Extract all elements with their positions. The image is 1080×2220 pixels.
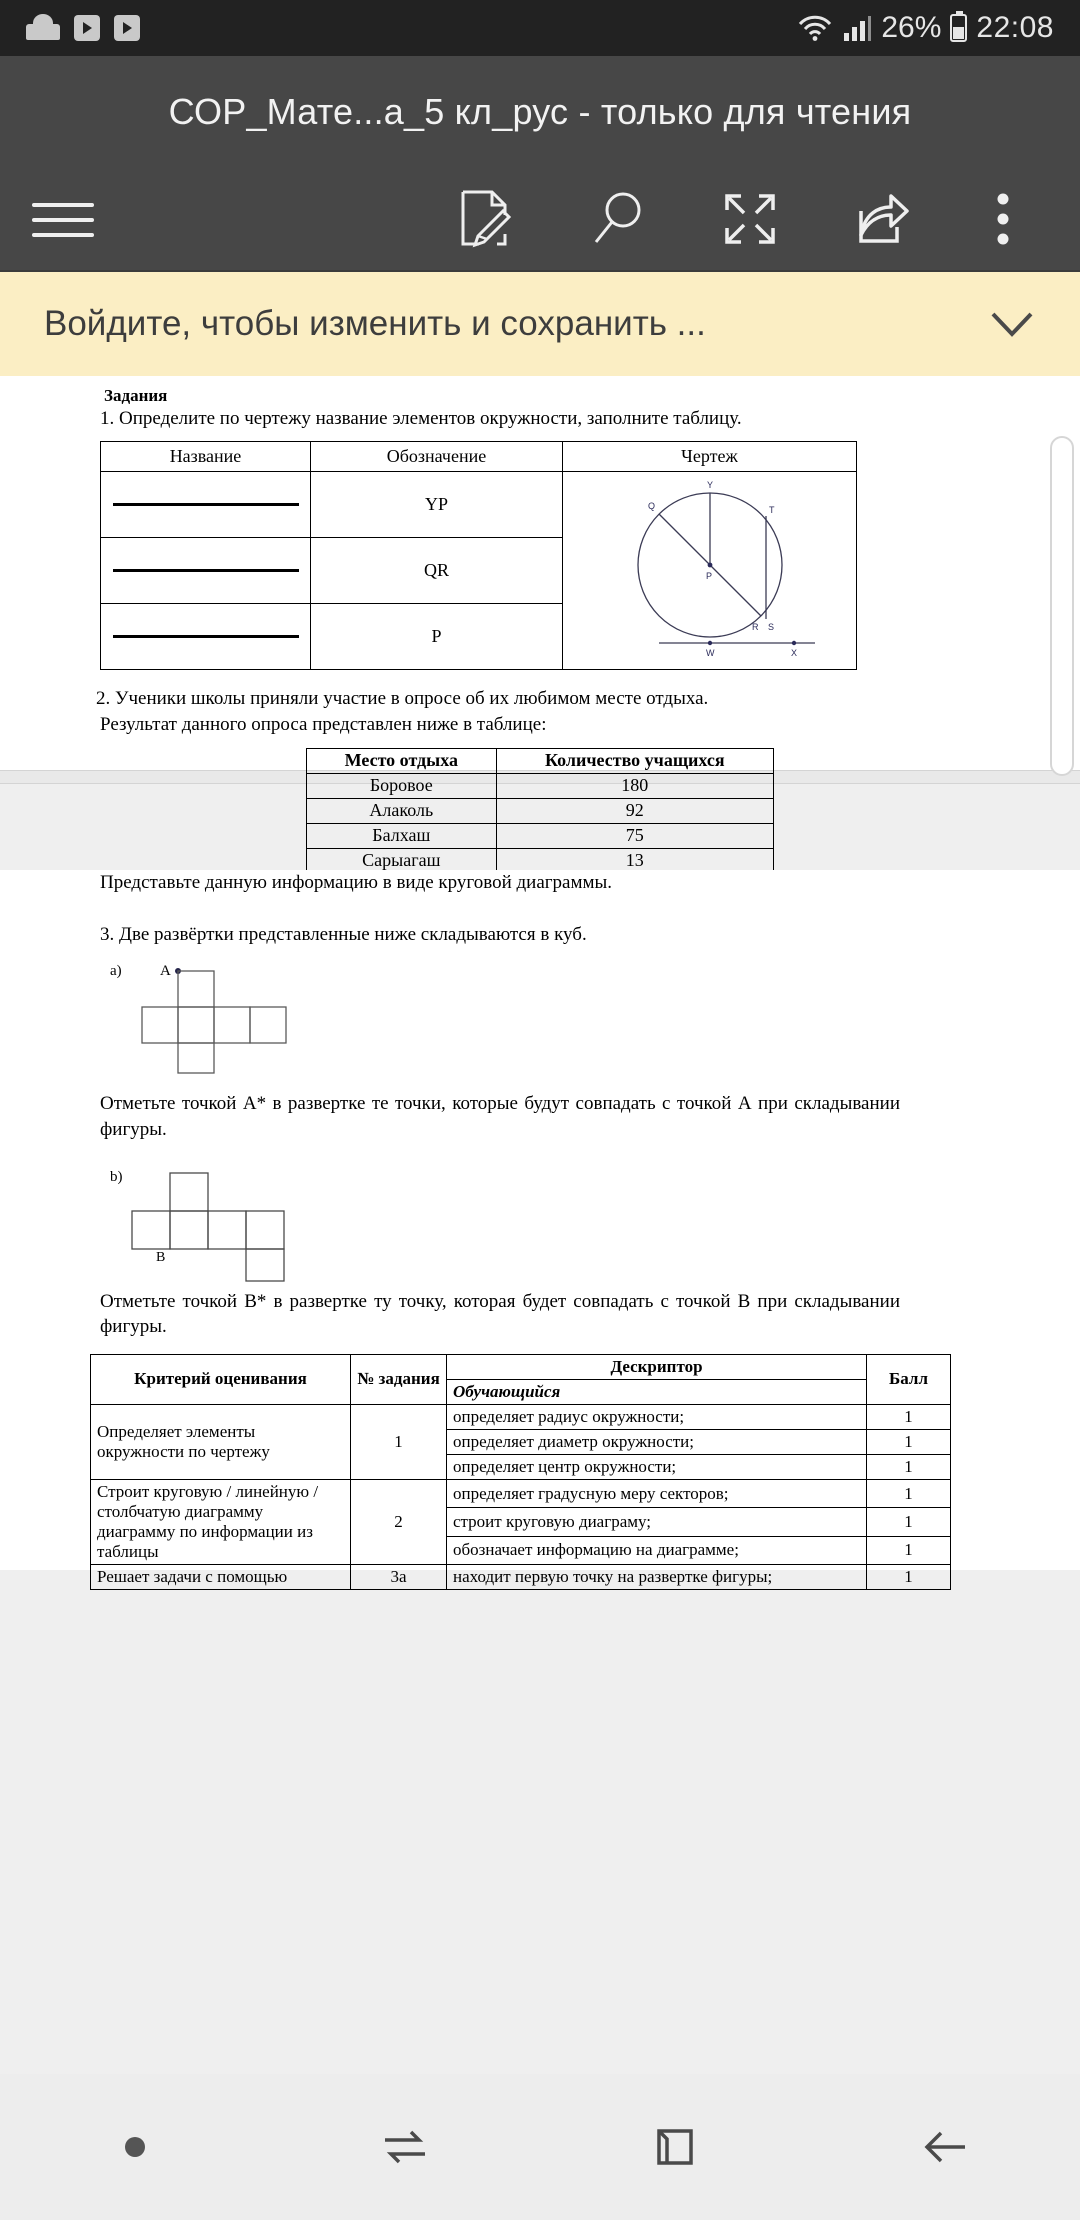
- col-header-notation: Обозначение: [311, 442, 563, 472]
- count-cell: 180: [496, 773, 773, 798]
- app-toolbar: [0, 168, 1080, 272]
- blank-line: [113, 503, 299, 506]
- status-bar-right-icons: [797, 11, 1054, 45]
- app-title-bar: [0, 56, 1080, 168]
- svg-text:Y: Y: [707, 480, 714, 490]
- descriptor-subheader: Обучающийся: [447, 1379, 867, 1404]
- score-cell: 1: [867, 1508, 951, 1536]
- task-no-cell-1: 1: [351, 1404, 447, 1479]
- svg-text:P: P: [706, 571, 713, 581]
- blank-line: [113, 635, 299, 638]
- place-cell: Боровое: [307, 773, 497, 798]
- count-cell: 75: [496, 823, 773, 848]
- svg-text:а): а): [110, 963, 122, 980]
- battery-percent: 26%: [881, 11, 942, 44]
- answer-blank-3[interactable]: [101, 604, 311, 670]
- table-row: [91, 1479, 951, 1507]
- descriptor-cell: определяет центр окружности;: [447, 1454, 867, 1479]
- task-3-text: 3. Две развёртки представленные ниже складываются в куб.: [100, 923, 587, 945]
- chevron-down-icon[interactable]: [984, 296, 1040, 352]
- place-cell: Алаколь: [307, 798, 497, 823]
- col-header-task-no: № задания: [351, 1354, 447, 1404]
- survey-results-table: [306, 748, 774, 874]
- table-header-row: [91, 1354, 951, 1379]
- score-cell: 1: [867, 1454, 951, 1479]
- task-no-cell-2: 2: [351, 1479, 447, 1564]
- criterion-cell-1: Определяет элементы окружности по чертежу: [91, 1404, 351, 1479]
- cellular-signal-icon: [842, 14, 872, 42]
- battery-icon: [950, 14, 967, 42]
- svg-text:b): b): [110, 1168, 123, 1185]
- table-row: [307, 798, 774, 823]
- play-store-icon-2: [114, 15, 140, 41]
- answer-blank-2[interactable]: [101, 538, 311, 604]
- document-viewport[interactable]: [0, 376, 1080, 2074]
- circle-diagram: [563, 473, 856, 668]
- descriptor-cell: строит круговую диаграму;: [447, 1508, 867, 1536]
- cube-net-a: [108, 957, 1080, 1075]
- table-header-row: [307, 748, 774, 773]
- recent-apps-icon[interactable]: [345, 2102, 465, 2192]
- table-row: [101, 472, 857, 538]
- col-header-criterion: Критерий оценивания: [91, 1354, 351, 1404]
- col-header-count: Количество учащихся: [496, 748, 773, 773]
- back-arrow-icon[interactable]: [885, 2102, 1005, 2192]
- task-1-text: 1. Определите по чертежу название элементов окружности, заполните таблицу.: [100, 408, 742, 429]
- fullscreen-icon[interactable]: [684, 171, 816, 267]
- col-header-drawing: Чертеж: [563, 442, 857, 472]
- svg-text:R: R: [752, 622, 759, 632]
- circle-figure-cell: [563, 472, 857, 670]
- notation-cell-1: YP: [311, 472, 563, 538]
- count-cell: 13: [496, 848, 773, 873]
- pie-chart-instruction: Представьте данную информацию в виде круговой диаграммы.: [100, 872, 613, 893]
- note-b: Отметьте точкой В* в развертке ту точку, которая будет совпадать с точкой В при складывании фигуры.: [100, 1290, 900, 1338]
- share-icon[interactable]: [816, 171, 948, 267]
- place-cell: Сарыагаш: [307, 848, 497, 873]
- notation-cell-2: QR: [311, 538, 563, 604]
- svg-text:B: B: [156, 1249, 166, 1265]
- more-options-icon[interactable]: [948, 171, 1058, 267]
- assessment-criteria-table: [90, 1354, 951, 1590]
- note-a: Отметьте точкой А* в развертке те точки, которые будут совпадать с точкой А при складывании фигуры.: [100, 1093, 900, 1140]
- svg-text:T: T: [769, 505, 775, 515]
- clock: 22:08: [976, 11, 1054, 44]
- table-row: [307, 773, 774, 798]
- task-2-line-2: Результат данного опроса представлен ниже в таблице:: [100, 713, 547, 735]
- score-cell: 1: [867, 1536, 951, 1564]
- blank-line: [113, 569, 299, 572]
- page-scroll-indicator[interactable]: [1050, 436, 1074, 776]
- status-bar: [0, 0, 1080, 56]
- col-header-score: Балл: [867, 1354, 951, 1404]
- descriptor-cell: находит первую точку на развертке фигуры;: [447, 1564, 867, 1589]
- search-icon[interactable]: [552, 171, 684, 267]
- col-header-place: Место отдыха: [307, 748, 497, 773]
- col-header-descriptor: Дескриптор: [447, 1354, 867, 1379]
- svg-text:Q: Q: [648, 501, 656, 511]
- table-row: [91, 1564, 951, 1589]
- svg-text:X: X: [791, 648, 798, 658]
- task-2-line-1: 2. Ученики школы приняли участие в опросе об их любимом месте отдыха.: [96, 688, 709, 709]
- descriptor-cell: определяет радиус окружности;: [447, 1404, 867, 1429]
- col-header-name: Название: [101, 442, 311, 472]
- home-icon[interactable]: [615, 2102, 735, 2192]
- recents-dot[interactable]: [75, 2102, 195, 2192]
- table-row: [307, 823, 774, 848]
- count-cell: 92: [496, 798, 773, 823]
- cloud-upload-icon: [26, 16, 60, 40]
- toolbar-actions: [420, 171, 1080, 267]
- place-cell: Балхаш: [307, 823, 497, 848]
- descriptor-cell: определяет диаметр окружности;: [447, 1429, 867, 1454]
- score-cell: 1: [867, 1404, 951, 1429]
- circle-elements-table: [100, 441, 857, 670]
- descriptor-cell: определяет градусную меру секторов;: [447, 1479, 867, 1507]
- play-store-icon: [74, 15, 100, 41]
- table-row: [91, 1404, 951, 1429]
- document-title: СОР_Мате...а_5 кл_рус - только для чтения: [168, 91, 912, 132]
- hamburger-menu-icon[interactable]: [28, 189, 106, 249]
- wifi-icon: [797, 13, 833, 43]
- table-header-row: [101, 442, 857, 472]
- android-navigation-bar: [0, 2074, 1080, 2220]
- score-cell: 1: [867, 1479, 951, 1507]
- document-page-1: [0, 376, 1080, 871]
- svg-text:S: S: [768, 622, 775, 632]
- sign-in-banner[interactable]: [0, 272, 1080, 376]
- status-bar-left-icons: [26, 15, 140, 41]
- descriptor-cell: обозначает информацию на диаграмме;: [447, 1536, 867, 1564]
- criterion-cell-3: Решает задачи с помощью: [91, 1564, 351, 1589]
- score-cell: 1: [867, 1564, 951, 1589]
- tasks-heading: Задания: [104, 386, 168, 405]
- task-no-cell-3: 3а: [351, 1564, 447, 1589]
- edit-document-icon[interactable]: [420, 171, 552, 267]
- score-cell: 1: [867, 1429, 951, 1454]
- document-page-2: [0, 870, 1080, 1586]
- cube-net-b: [108, 1165, 1080, 1285]
- notation-cell-3: P: [311, 604, 563, 670]
- criterion-cell-2: Строит круговую / линейную / столбчатую диаграмму диаграмму по информации из таблицы: [91, 1479, 351, 1564]
- answer-blank-1[interactable]: [101, 472, 311, 538]
- sign-in-banner-text: Войдите, чтобы изменить и сохранить ...: [44, 304, 706, 343]
- svg-text:А: А: [160, 963, 171, 980]
- svg-text:W: W: [706, 648, 715, 658]
